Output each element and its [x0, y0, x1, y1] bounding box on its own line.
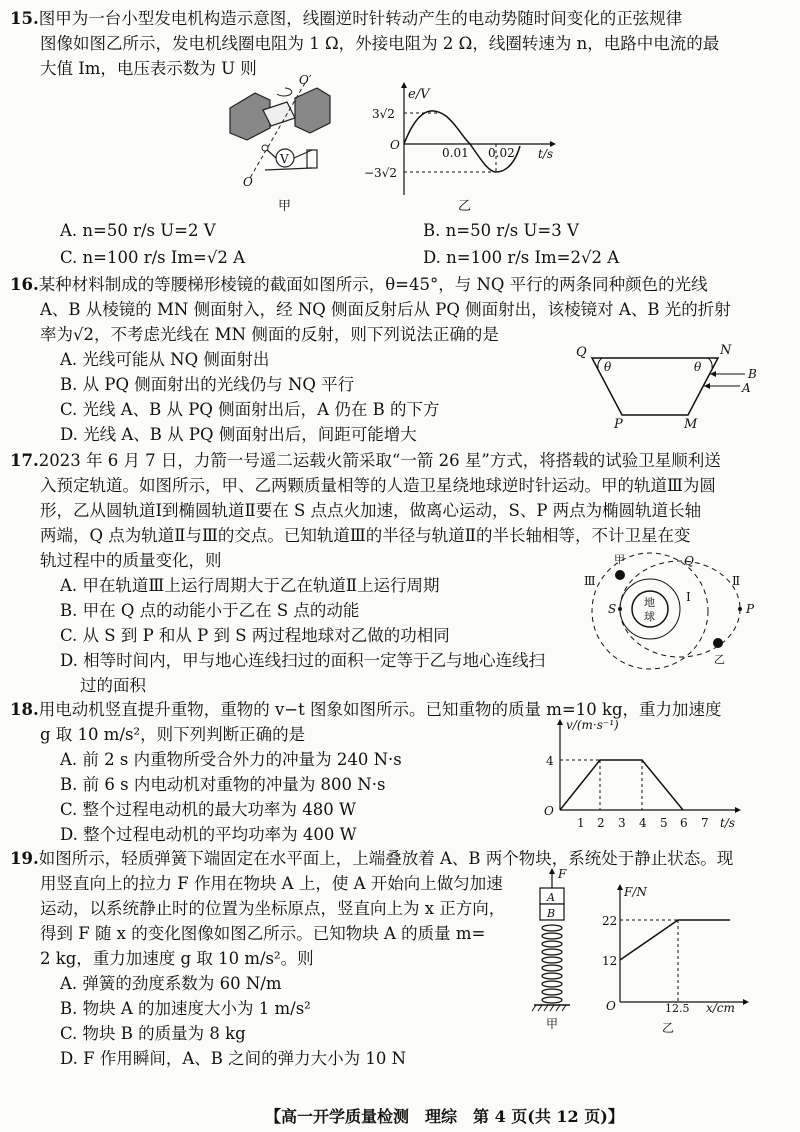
rotation-arrow	[277, 88, 292, 96]
label-jia: 甲	[614, 553, 625, 566]
q17-text-1: 2023 年 6 月 7 日，力箭一号遥二运载火箭采取“一箭 26 星”方式，将搭载的试验卫星顺利送	[38, 451, 721, 470]
graph-t2: 0.02	[488, 146, 515, 160]
q18-option-d[interactable]: D. 整个过程电动机的平均功率为 400 W	[60, 825, 357, 844]
ground-hatch	[532, 1005, 566, 1011]
label-p: P	[746, 602, 755, 616]
label-yi: 乙	[662, 1021, 675, 1035]
q17-number: 17.	[10, 451, 39, 470]
q17-line-3: 形，乙从圆轨道Ⅰ到椭圆轨道Ⅱ要在 S 点点火加速，做离心运动，S、P 两点为椭圆轨道长轴	[40, 501, 702, 520]
q15-line-1	[10, 6, 682, 31]
q17-option-c[interactable]: C. 从 S 到 P 和从 P 到 S 两过程地球对乙做的功相同	[60, 626, 450, 645]
force-line	[620, 920, 730, 960]
label-orbit-i: Ⅰ	[686, 590, 691, 604]
orbit-i	[620, 579, 680, 639]
q15-option-c[interactable]: C. n=100 r/s Im=√2 A	[60, 248, 246, 267]
q15-line-2: 图像如图乙所示，发电机线圈电阻为 1 Ω，外接电阻为 2 Ω，线圈转速为 n，电路中电流的最	[40, 34, 720, 53]
q19-line-1	[10, 846, 733, 871]
graph-y-max: 3√2	[372, 107, 395, 121]
graph-y-22: 22	[602, 914, 618, 928]
earth-label-2: 球	[644, 610, 655, 623]
label-q: Q	[684, 554, 694, 568]
tick-6: 6	[680, 816, 688, 830]
q15-option-b[interactable]: B. n=50 r/s U=3 V	[423, 221, 579, 240]
y-axis-arrow	[401, 82, 407, 88]
q19-line-4: 得到 F 随 x 的变化图像如图乙所示。已知物块 A 的质量 m=	[40, 924, 486, 943]
angle-arc-right	[708, 358, 712, 368]
label-force: F	[558, 867, 567, 881]
label-block-a: A	[547, 891, 555, 904]
tick-3: 3	[618, 816, 626, 830]
graph-t1: 0.01	[442, 146, 469, 160]
graph-y-12: 12	[602, 954, 618, 968]
q15-option-a[interactable]: A. n=50 r/s U=2 V	[60, 221, 216, 240]
slip-ring	[262, 145, 268, 151]
label-theta-right: θ	[694, 360, 702, 374]
q18-number: 18.	[10, 700, 39, 719]
satellite-jia	[615, 570, 625, 580]
graph-origin: O	[544, 804, 554, 818]
label-jia: 甲	[546, 1017, 559, 1031]
graph-x-label: t/s	[720, 816, 736, 830]
q17-line-2: 入预定轨道。如图所示，甲、乙两颗质量相等的人造卫星绕地球逆时针运动。甲的轨道Ⅲ为圆	[40, 476, 716, 495]
q16-line-1	[10, 272, 708, 297]
tick-1: 1	[577, 816, 585, 830]
q16-text-1: 某种材料制成的等腰梯形棱镜的截面如图所示，θ=45°，与 NQ 平行的两条同种颜色的光线	[38, 275, 708, 294]
orbit-diagram	[580, 545, 770, 680]
graph-y-label: F/N	[624, 885, 647, 899]
q19-option-b[interactable]: B. 物块 A 的加速度大小为 1 m/s²	[60, 999, 311, 1018]
q16-option-c[interactable]: C. 光线 A、B 从 PQ 侧面射出后，A 仍在 B 的下方	[60, 400, 440, 419]
fig-label-yi: 乙	[458, 199, 472, 214]
q17-option-b[interactable]: B. 甲在 Q 点的动能小于乙在 S 点的动能	[60, 601, 360, 620]
label-b: B	[748, 367, 757, 381]
label-n: N	[720, 343, 732, 358]
velocity-line	[560, 760, 683, 810]
point-p	[738, 607, 742, 611]
earth-label-1: 地	[644, 596, 655, 609]
q17-option-a[interactable]: A. 甲在轨道Ⅲ上运行周期大于乙在轨道Ⅱ上运行周期	[60, 576, 440, 595]
q15-text-1: 图甲为一台小型发电机构造示意图，线圈逆时针转动产生的电动势随时间变化的正弦规律	[38, 9, 683, 28]
q17-line-5: 轨过程中的质量变化，则	[40, 551, 222, 570]
q16-option-d[interactable]: D. 光线 A、B 从 PQ 侧面射出后，间距可能增大	[60, 425, 417, 444]
q19-option-c[interactable]: C. 物块 B 的质量为 8 kg	[60, 1024, 246, 1043]
label-theta-left: θ	[604, 360, 612, 374]
q18-text-1: 用电动机竖直提升重物，重物的 v−t 图象如图所示。已知重物的质量 m=10 kg，重力加速度	[38, 700, 722, 719]
label-block-b: B	[547, 907, 556, 920]
label-a: A	[742, 381, 751, 395]
axis-label-bottom: O	[243, 175, 253, 189]
tick-4: 4	[639, 816, 647, 830]
label-p: P	[614, 417, 623, 432]
q18-option-a[interactable]: A. 前 2 s 内重物所受合外力的冲量为 240 N·s	[60, 750, 402, 769]
magnet-right	[295, 88, 330, 133]
q15-line-3: 大值 Im，电压表示数为 U 则	[40, 59, 257, 78]
label-m: M	[684, 417, 698, 432]
q16-line-3: 率为√2，不考虑光线在 MN 侧面的反射，则下列说法正确的是	[40, 325, 499, 344]
graph-x-label: x/cm	[706, 1001, 735, 1015]
label-yi: 乙	[714, 653, 725, 666]
sine-curve	[404, 111, 520, 172]
graph-y-4: 4	[546, 754, 554, 768]
q16-number: 16.	[10, 275, 39, 294]
label-s: S	[608, 602, 617, 616]
q19-option-a[interactable]: A. 弹簧的劲度系数为 60 N/m	[60, 974, 282, 993]
graph-x-125: 12.5	[665, 1002, 690, 1015]
q19-line-2: 用竖直向上的拉力 F 作用在物块 A 上，使 A 开始向上做匀加速	[40, 874, 503, 893]
q15-option-d[interactable]: D. n=100 r/s Im=2√2 A	[423, 248, 620, 267]
q19-line-3: 运动，以系统静止时的位置为坐标原点，竖直向上为 x 正方向，	[40, 899, 506, 918]
x-axis-arrow	[743, 999, 749, 1005]
tick-7: 7	[701, 816, 709, 830]
spring-block-diagram	[530, 868, 590, 1033]
axis-label-top: O′	[299, 73, 312, 87]
emf-time-graph	[364, 80, 570, 200]
q16-option-a[interactable]: A. 光线可能从 NQ 侧面射出	[60, 350, 270, 369]
label-orbit-iii: Ⅲ	[584, 574, 596, 588]
q19-text-1: 如图所示，轻质弹簧下端固定在水平面上，上端叠放着 A、B 两个物块，系统处于静止状态。现	[38, 849, 734, 868]
tick-5: 5	[660, 816, 668, 830]
q18-option-b[interactable]: B. 前 6 s 内电动机对重物的冲量为 800 N·s	[60, 775, 386, 794]
angle-arc-left	[598, 358, 602, 368]
q17-line-1	[10, 448, 721, 473]
spring	[542, 925, 562, 1003]
q19-number: 19.	[10, 849, 39, 868]
y-axis-arrow	[557, 719, 563, 725]
voltmeter-label: V	[280, 152, 289, 166]
q18-line-2: g 取 10 m/s²，则下列判断正确的是	[40, 725, 306, 744]
q17-option-d[interactable]: D. 相等时间内，甲与地心连线扫过的面积一定等于乙与地心连线扫	[60, 651, 546, 670]
label-q: Q	[576, 345, 587, 360]
velocity-time-graph	[530, 715, 750, 840]
graph-origin: O	[606, 999, 616, 1013]
q18-option-c[interactable]: C. 整个过程电动机的最大功率为 480 W	[60, 800, 356, 819]
q17-option-d-cont: 过的面积	[80, 676, 146, 695]
force-displacement-graph	[598, 880, 758, 1035]
q17-line-4: 两端，Q 点为轨道Ⅱ与Ⅲ的交点。已知轨道Ⅲ的半径与轨道Ⅱ的半长轴相等，不计卫星在变	[40, 526, 691, 545]
fig-label-jia: 甲	[278, 199, 292, 214]
q15-number: 15.	[10, 9, 39, 28]
graph-origin: O	[390, 138, 400, 152]
graph-x-label: t/s	[538, 147, 554, 161]
q19-option-d[interactable]: D. F 作用瞬间，A、B 之间的弹力大小为 10 N	[60, 1049, 407, 1068]
graph-y-label: e/V	[408, 87, 430, 102]
label-orbit-ii: Ⅱ	[732, 574, 741, 588]
x-axis-arrow	[735, 807, 741, 813]
page-footer: 【高一开学质量检测 理综 第 4 页(共 12 页)】	[265, 1107, 624, 1126]
tick-2: 2	[597, 816, 605, 830]
generator-diagram	[225, 73, 335, 189]
graph-y-min: −3√2	[364, 166, 397, 180]
point-s	[618, 607, 622, 611]
q19-line-5: 2 kg，重力加速度 g 取 10 m/s²。则	[40, 949, 314, 968]
force-arrow-head	[549, 868, 555, 874]
q16-line-2: A、B 从棱镜的 MN 侧面射入，经 NQ 侧面反射后从 PQ 侧面射出，该棱镜对 A、B 光的折射	[40, 300, 731, 319]
prism-diagram	[570, 340, 770, 430]
graph-y-label: v/(m·s⁻¹)	[566, 718, 619, 732]
q16-option-b[interactable]: B. 从 PQ 侧面射出的光线仍与 NQ 平行	[60, 375, 355, 394]
magnet-left	[230, 93, 270, 140]
y-axis-arrow	[617, 884, 623, 890]
resistor	[307, 150, 317, 168]
satellite-yi	[713, 638, 723, 648]
